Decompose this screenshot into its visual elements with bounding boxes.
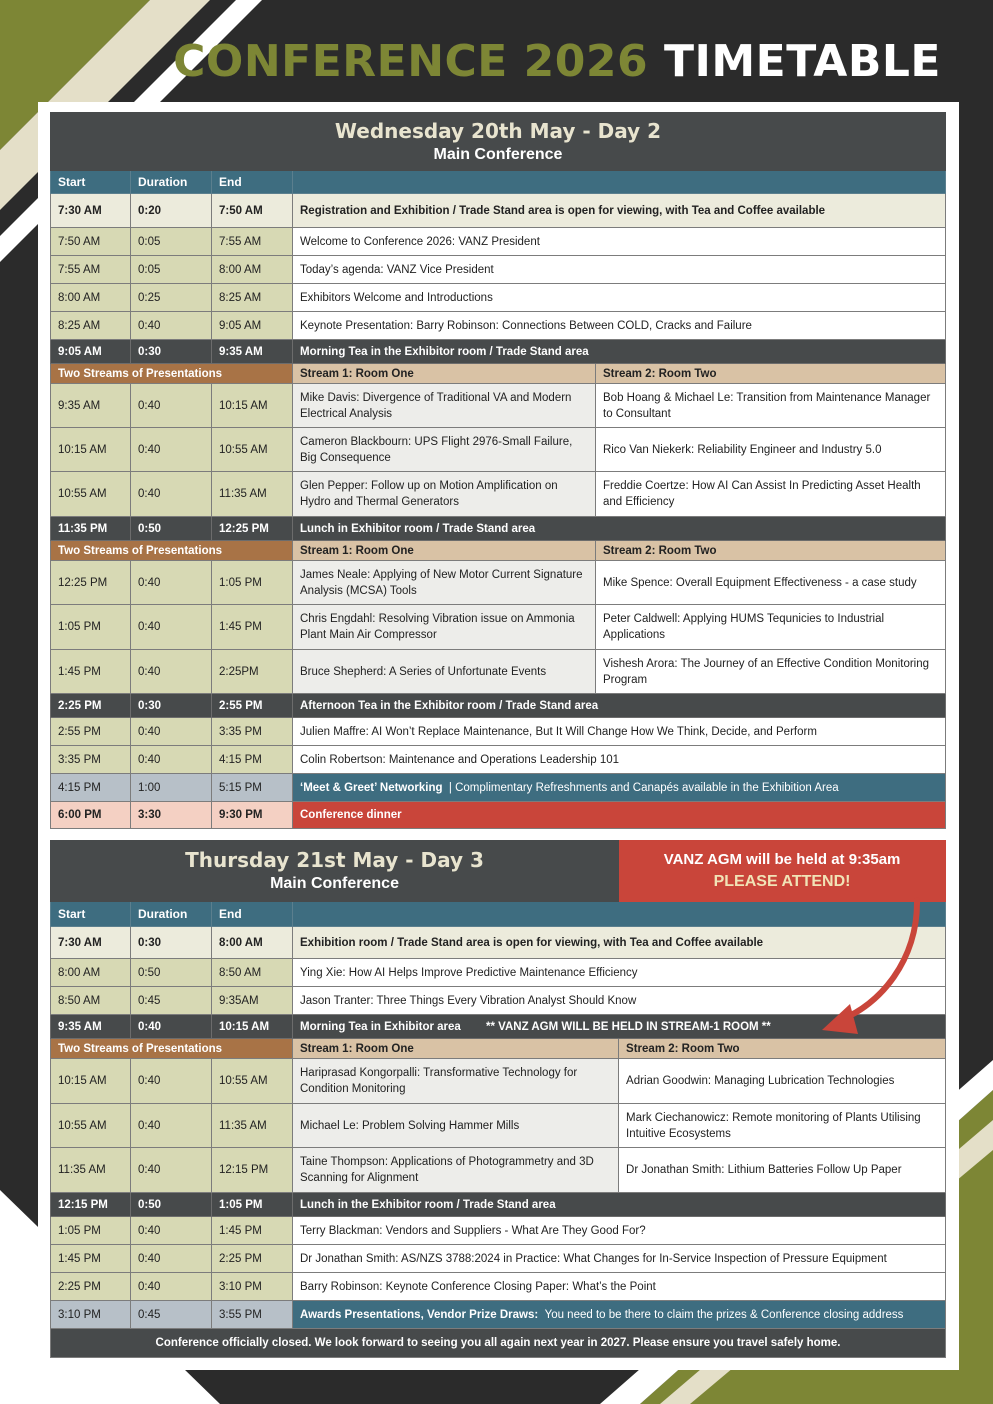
day2-subtitle: Main Conference	[433, 145, 563, 163]
row-end: 4:15 PM	[212, 746, 293, 774]
row-end: 8:50 AM	[212, 959, 293, 987]
row-description: Today’s agenda: VANZ Vice President	[293, 256, 946, 284]
row-start: 2:55 PM	[51, 718, 131, 746]
row-start: 11:35 PM	[51, 517, 131, 541]
day3-column-header	[51, 902, 946, 927]
closing-row	[51, 1329, 946, 1358]
stream-2-talk: Bob Hoang & Michael Le: Transition from Maintenance Manager to Consultant	[596, 384, 946, 428]
row-start: 3:10 PM	[51, 1301, 131, 1329]
stream-2-talk: Mark Ciechanowicz: Remote monitoring of Plants Utilising Intuitive Ecosystems	[619, 1104, 946, 1148]
row-start: 10:55 AM	[51, 472, 131, 517]
stream-1-header: Stream 1: Room One	[293, 364, 596, 384]
row-duration: 0:45	[131, 987, 212, 1015]
col-end: End	[212, 902, 293, 927]
row-duration: 0:40	[131, 472, 212, 517]
row-duration: 0:30	[131, 694, 212, 718]
col-start: Start	[51, 902, 131, 927]
row-start: 1:05 PM	[51, 605, 131, 650]
talk-row	[51, 1059, 946, 1104]
closing-message: Conference officially closed. We look forward to seeing you all again next year in 2027. Please ensure you travel safely home.	[51, 1329, 946, 1358]
talk-row	[51, 428, 946, 472]
row-end: 2:25PM	[212, 650, 293, 694]
row-description: Jason Tranter: Three Things Every Vibration Analyst Should Know	[293, 987, 946, 1015]
row-end: 9:05 AM	[212, 312, 293, 340]
row-description: Ying Xie: How AI Helps Improve Predictive Maintenance Efficiency	[293, 959, 946, 987]
talk-row	[51, 650, 946, 694]
row-description: Keynote Presentation: Barry Robinson: Connections Between COLD, Cracks and Failure	[293, 312, 946, 340]
row-end: 1:45 PM	[212, 605, 293, 650]
row-end: 1:05 PM	[212, 1193, 293, 1217]
stream-1-talk: Bruce Shepherd: A Series of Unfortunate Events	[293, 650, 596, 694]
row-start: 6:00 PM	[51, 802, 131, 829]
schedule-row	[51, 1273, 946, 1301]
row-start: 8:00 AM	[51, 284, 131, 312]
row-start: 9:35 AM	[51, 1015, 131, 1039]
streams-header	[51, 1039, 946, 1059]
row-description: Dr Jonathan Smith: AS/NZS 3788:2024 in Practice: What Changes for In-Service Inspection of Pressure Equipment	[293, 1245, 946, 1273]
schedule-row	[51, 959, 946, 987]
stream-2-header: Stream 2: Room Two	[596, 541, 946, 561]
break-description: Morning Tea in Exhibitor area	[300, 1020, 461, 1033]
row-duration: 0:40	[131, 1059, 212, 1104]
stream-2-talk: Adrian Goodwin: Managing Lubrication Technologies	[619, 1059, 946, 1104]
stream-1-talk: Mike Davis: Divergence of Traditional VA and Modern Electrical Analysis	[293, 384, 596, 428]
row-description: Lunch in Exhibitor room / Trade Stand area	[293, 517, 946, 541]
row-start: 7:30 AM	[51, 194, 131, 228]
stream-2-talk: Freddie Coertze: How AI Can Assist In Predicting Asset Health and Efficiency	[596, 472, 946, 517]
stream-1-header: Stream 1: Room One	[293, 541, 596, 561]
schedule-row	[51, 194, 946, 228]
row-duration: 0:30	[131, 927, 212, 959]
row-end: 12:25 PM	[212, 517, 293, 541]
row-duration: 1:00	[131, 774, 212, 802]
row-end: 8:00 AM	[212, 927, 293, 959]
row-duration: 0:50	[131, 517, 212, 541]
row-duration: 0:20	[131, 194, 212, 228]
streams-label: Two Streams of Presentations	[51, 1039, 293, 1059]
row-start: 9:35 AM	[51, 384, 131, 428]
schedule-row	[51, 312, 946, 340]
stream-1-header: Stream 1: Room One	[293, 1039, 619, 1059]
schedule-row	[51, 1245, 946, 1273]
stream-1-talk: Glen Pepper: Follow up on Motion Amplification on Hydro and Thermal Generators	[293, 472, 596, 517]
row-end: 1:05 PM	[212, 561, 293, 605]
stream-2-talk: Vishesh Arora: The Journey of an Effective Condition Monitoring Program	[596, 650, 946, 694]
row-duration: 0:40	[131, 718, 212, 746]
row-end: 10:55 AM	[212, 428, 293, 472]
break-row	[51, 517, 946, 541]
stream-2-talk: Rico Van Niekerk: Reliability Engineer and Industry 5.0	[596, 428, 946, 472]
row-end: 9:35AM	[212, 987, 293, 1015]
row-end: 10:15 AM	[212, 384, 293, 428]
row-duration: 0:40	[131, 746, 212, 774]
row-duration: 3:30	[131, 802, 212, 829]
stream-1-talk: Cameron Blackbourn: UPS Flight 2976-Small Failure, Big Consequence	[293, 428, 596, 472]
row-description: Exhibition room / Trade Stand area is open for viewing, with Tea and Coffee available	[293, 927, 946, 959]
row-end: 2:55 PM	[212, 694, 293, 718]
row-duration: 0:50	[131, 1193, 212, 1217]
row-start: 2:25 PM	[51, 694, 131, 718]
row-end: 9:30 PM	[212, 802, 293, 829]
row-start: 9:05 AM	[51, 340, 131, 364]
row-duration: 0:40	[131, 605, 212, 650]
streams-label: Two Streams of Presentations	[51, 364, 293, 384]
col-duration: Duration	[131, 171, 212, 194]
row-description: Conference dinner	[293, 802, 946, 829]
row-start: 3:35 PM	[51, 746, 131, 774]
stream-1-talk: Chris Engdahl: Resolving Vibration issue on Ammonia Plant Main Air Compressor	[293, 605, 596, 650]
row-start: 8:50 AM	[51, 987, 131, 1015]
schedule-row	[51, 927, 946, 959]
day3-table	[50, 840, 946, 1358]
col-duration: Duration	[131, 902, 212, 927]
schedule-row	[51, 284, 946, 312]
row-duration: 0:40	[131, 312, 212, 340]
row-description: Terry Blackman: Vendors and Suppliers - What Are They Good For?	[293, 1217, 946, 1245]
day2-title: Wednesday 20th May - Day 2	[334, 118, 662, 143]
row-start: 8:00 AM	[51, 959, 131, 987]
row-duration: 0:25	[131, 284, 212, 312]
row-start: 4:15 PM	[51, 774, 131, 802]
break-row	[51, 340, 946, 364]
stream-2-talk: Mike Spence: Overall Equipment Effectiveness - a case study	[596, 561, 946, 605]
col-start: Start	[51, 171, 131, 194]
awards-title: Awards Presentations, Vendor Prize Draws:	[300, 1308, 539, 1321]
page-title	[0, 34, 993, 90]
agm-room-note: ** VANZ AGM WILL BE HELD IN STREAM-1 ROOM **	[486, 1020, 771, 1033]
row-end: 3:10 PM	[212, 1273, 293, 1301]
row-duration: 0:40	[131, 1015, 212, 1039]
stream-1-talk: Michael Le: Problem Solving Hammer Mills	[293, 1104, 619, 1148]
row-end: 1:45 PM	[212, 1217, 293, 1245]
row-end: 11:35 AM	[212, 1104, 293, 1148]
row-description	[293, 774, 946, 802]
row-start: 1:45 PM	[51, 1245, 131, 1273]
row-duration: 0:40	[131, 428, 212, 472]
awards-row	[51, 1301, 946, 1329]
row-start: 1:45 PM	[51, 650, 131, 694]
row-start: 10:55 AM	[51, 1104, 131, 1148]
schedule-row	[51, 1217, 946, 1245]
agm-notice-line1: VANZ AGM will be held at 9:35am	[663, 851, 901, 868]
row-end: 11:35 AM	[212, 472, 293, 517]
networking-title: ‘Meet & Greet’ Networking	[300, 781, 443, 794]
schedule-row	[51, 256, 946, 284]
row-duration: 0:40	[131, 650, 212, 694]
day2-header	[51, 113, 946, 171]
row-duration: 0:05	[131, 228, 212, 256]
streams-header	[51, 541, 946, 561]
row-duration: 0:40	[131, 1273, 212, 1301]
stream-1-talk: James Neale: Applying of New Motor Current Signature Analysis (MCSA) Tools	[293, 561, 596, 605]
row-start: 8:25 AM	[51, 312, 131, 340]
break-row	[51, 1015, 946, 1039]
row-description: Julien Maffre: AI Won’t Replace Maintenance, But It Will Change How We Think, Decide, and Perform	[293, 718, 946, 746]
stream-1-talk: Taine Thompson: Applications of Photogrammetry and 3D Scanning for Alignment	[293, 1148, 619, 1193]
stream-2-talk: Dr Jonathan Smith: Lithium Batteries Follow Up Paper	[619, 1148, 946, 1193]
talk-row	[51, 1104, 946, 1148]
row-start: 12:25 PM	[51, 561, 131, 605]
row-end: 9:35 AM	[212, 340, 293, 364]
row-duration: 0:50	[131, 959, 212, 987]
awards-detail: You need to be there to claim the prizes & Conference closing address	[544, 1308, 904, 1321]
col-description	[293, 902, 946, 927]
row-duration: 0:05	[131, 256, 212, 284]
row-duration: 0:40	[131, 1245, 212, 1273]
day3-subtitle: Main Conference	[270, 875, 399, 892]
agm-notice	[619, 841, 946, 902]
row-start: 2:25 PM	[51, 1273, 131, 1301]
row-duration: 0:40	[131, 561, 212, 605]
row-start: 12:15 PM	[51, 1193, 131, 1217]
streams-label: Two Streams of Presentations	[51, 541, 293, 561]
agm-notice-line2: PLEASE ATTEND!	[713, 873, 851, 890]
row-end: 8:00 AM	[212, 256, 293, 284]
day2-table	[50, 112, 946, 829]
talk-row	[51, 561, 946, 605]
row-description: Morning Tea in the Exhibitor room / Trade Stand area	[293, 340, 946, 364]
row-description	[293, 1301, 946, 1329]
stream-2-header: Stream 2: Room Two	[596, 364, 946, 384]
schedule-row	[51, 718, 946, 746]
row-end: 10:55 AM	[212, 1059, 293, 1104]
col-end: End	[212, 171, 293, 194]
row-start: 7:30 AM	[51, 927, 131, 959]
stream-1-talk: Hariprasad Kongorpalli: Transformative Technology for Condition Monitoring	[293, 1059, 619, 1104]
row-end: 3:35 PM	[212, 718, 293, 746]
row-start: 7:50 AM	[51, 228, 131, 256]
title-timetable: TIMETABLE	[663, 36, 941, 87]
row-description: Barry Robinson: Keynote Conference Closing Paper: What’s the Point	[293, 1273, 946, 1301]
talk-row	[51, 384, 946, 428]
row-description: Registration and Exhibition / Trade Stand area is open for viewing, with Tea and Coffee available	[293, 194, 946, 228]
col-description	[293, 171, 946, 194]
title-conference: CONFERENCE 2026	[173, 36, 649, 87]
row-duration: 0:30	[131, 340, 212, 364]
row-duration: 0:40	[131, 384, 212, 428]
talk-row	[51, 605, 946, 650]
day3-title: Thursday 21st May - Day 3	[185, 848, 484, 872]
row-end: 7:55 AM	[212, 228, 293, 256]
row-description: Colin Robertson: Maintenance and Operations Leadership 101	[293, 746, 946, 774]
day3-header	[51, 841, 619, 902]
row-end: 2:25 PM	[212, 1245, 293, 1273]
row-start: 11:35 AM	[51, 1148, 131, 1193]
stream-2-talk: Peter Caldwell: Applying HUMS Tequnicies to Industrial Applications	[596, 605, 946, 650]
row-end: 3:55 PM	[212, 1301, 293, 1329]
row-duration: 0:40	[131, 1217, 212, 1245]
schedule-row	[51, 987, 946, 1015]
row-duration: 0:45	[131, 1301, 212, 1329]
streams-header	[51, 364, 946, 384]
row-description: Lunch in the Exhibitor room / Trade Stand area	[293, 1193, 946, 1217]
break-row	[51, 1193, 946, 1217]
networking-detail: | Complimentary Refreshments and Canapés available in the Exhibition Area	[448, 781, 839, 794]
row-duration: 0:40	[131, 1148, 212, 1193]
row-start: 1:05 PM	[51, 1217, 131, 1245]
schedule-row	[51, 228, 946, 256]
row-start: 10:15 AM	[51, 428, 131, 472]
schedule-row	[51, 746, 946, 774]
row-start: 7:55 AM	[51, 256, 131, 284]
day2-schedule	[50, 112, 945, 829]
row-duration: 0:40	[131, 1104, 212, 1148]
row-start: 10:15 AM	[51, 1059, 131, 1104]
row-end: 12:15 PM	[212, 1148, 293, 1193]
break-row	[51, 694, 946, 718]
dinner-row	[51, 802, 946, 829]
row-end: 5:15 PM	[212, 774, 293, 802]
talk-row	[51, 1148, 946, 1193]
row-description: Exhibitors Welcome and Introductions	[293, 284, 946, 312]
row-description: Afternoon Tea in the Exhibitor room / Trade Stand area	[293, 694, 946, 718]
day3-schedule	[50, 840, 945, 1358]
talk-row	[51, 472, 946, 517]
day2-column-header	[51, 171, 946, 194]
row-end: 10:15 AM	[212, 1015, 293, 1039]
networking-row	[51, 774, 946, 802]
row-description	[293, 1015, 946, 1039]
row-end: 7:50 AM	[212, 194, 293, 228]
row-end: 8:25 AM	[212, 284, 293, 312]
row-description: Welcome to Conference 2026: VANZ President	[293, 228, 946, 256]
stream-2-header: Stream 2: Room Two	[619, 1039, 946, 1059]
